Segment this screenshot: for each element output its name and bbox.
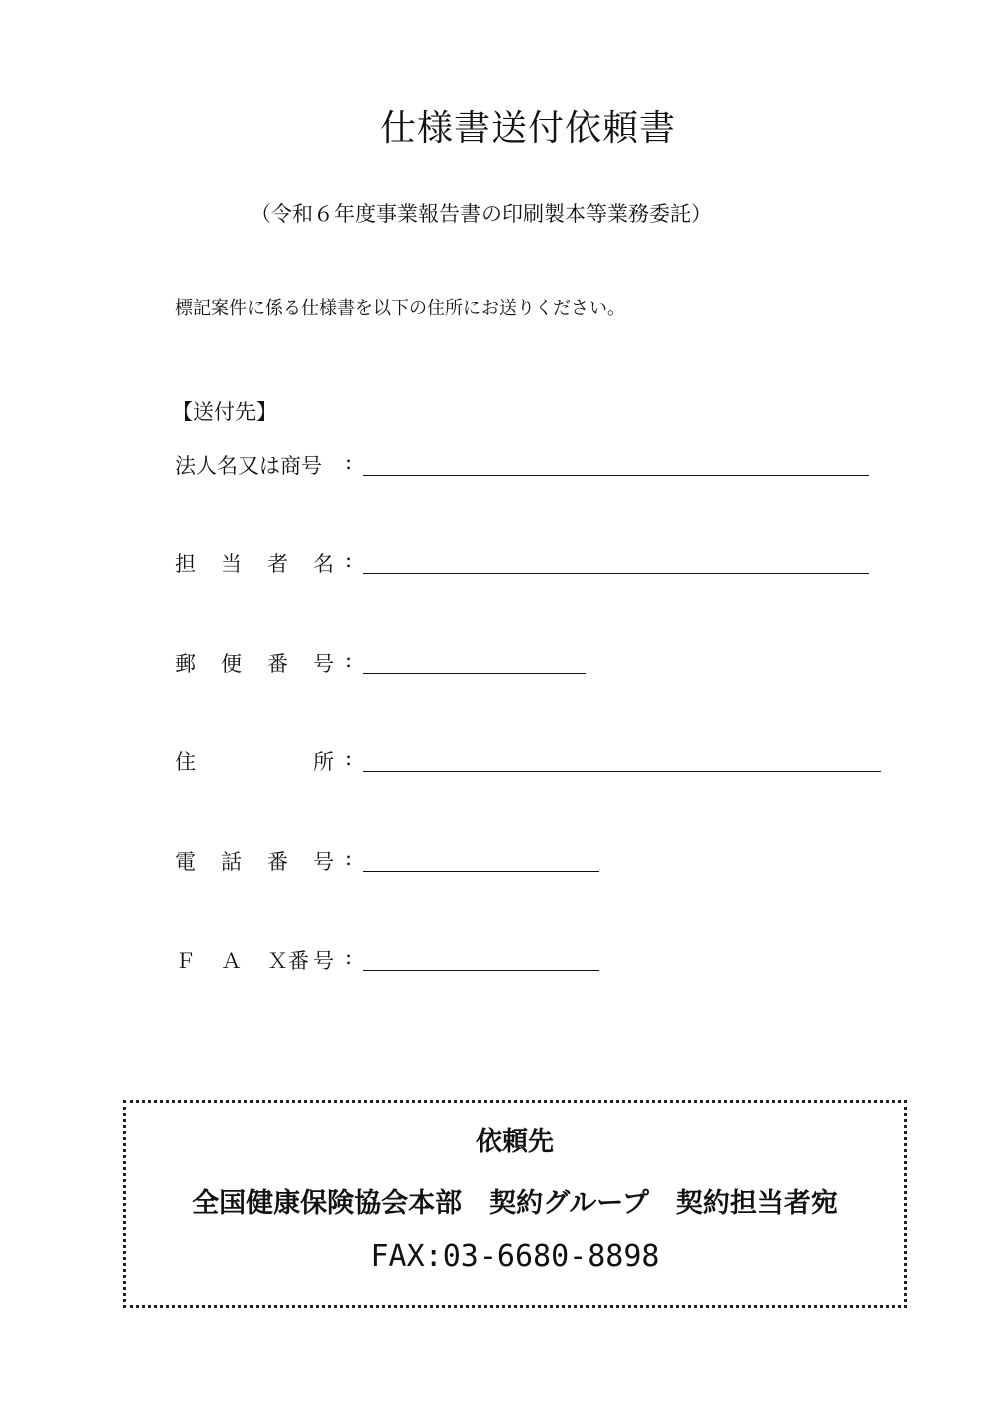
address-label-char-4: 所 [313,750,334,774]
fax-label-char-1: Ｆ [175,949,196,973]
request-destination-organization: 全国健康保険協会本部 契約グループ 契約担当者宛 [192,1188,838,1219]
address-colon: : [345,746,353,770]
company-name-colon: : [345,450,353,474]
postal-code-colon: : [345,648,353,672]
contact-person-label-char-4: 名 [313,552,334,576]
phone-label-char-1: 電 [175,850,196,874]
company-name-input-line[interactable] [363,475,869,476]
phone-colon: : [345,846,353,870]
phone-label-char-4: 号 [313,850,334,874]
company-name-label-text: 法人名又は商号 [175,454,322,478]
postal-code-label [175,648,353,678]
fax-input-line[interactable] [363,970,599,971]
company-name-label [175,450,353,480]
phone-label-char-3: 番 [267,850,288,874]
page-title: 仕様書送付依頼書 [379,108,676,149]
contact-person-colon: : [345,548,353,572]
address-label-char-1: 住 [175,750,196,774]
request-destination-box [123,1100,907,1308]
phone-input-line[interactable] [363,871,599,872]
contact-person-label-char-3: 者 [267,552,288,576]
contact-person-input-line[interactable] [363,573,869,574]
page-subtitle: （令和６年度事業報告書の印刷製本等業務委託） [250,202,712,226]
request-destination-heading: 依頼先 [475,1127,554,1157]
postal-code-label-char-1: 郵 [175,652,196,676]
fax-label-char-3: Ｘ番 [267,949,309,973]
request-destination-fax: FAX:03-6680-8898 [370,1239,660,1274]
postal-code-label-char-4: 号 [313,652,334,676]
fax-label-char-2: Ａ [221,949,242,973]
contact-person-label-char-2: 当 [221,552,242,576]
fax-colon: : [345,945,353,969]
address-input-line[interactable] [363,771,881,772]
postal-code-label-char-3: 番 [267,652,288,676]
phone-label [175,846,353,876]
section-heading-destination: 【送付先】 [172,400,277,424]
intro-text: 標記案件に係る仕様書を以下の住所にお送りください。 [175,298,625,319]
phone-label-char-2: 話 [221,850,242,874]
fax-label [175,945,353,975]
contact-person-label-char-1: 担 [175,552,196,576]
fax-label-char-4: 号 [313,949,334,973]
postal-code-label-char-2: 便 [221,652,242,676]
address-label [175,746,353,776]
postal-code-input-line[interactable] [363,673,586,674]
contact-person-label [175,548,353,578]
